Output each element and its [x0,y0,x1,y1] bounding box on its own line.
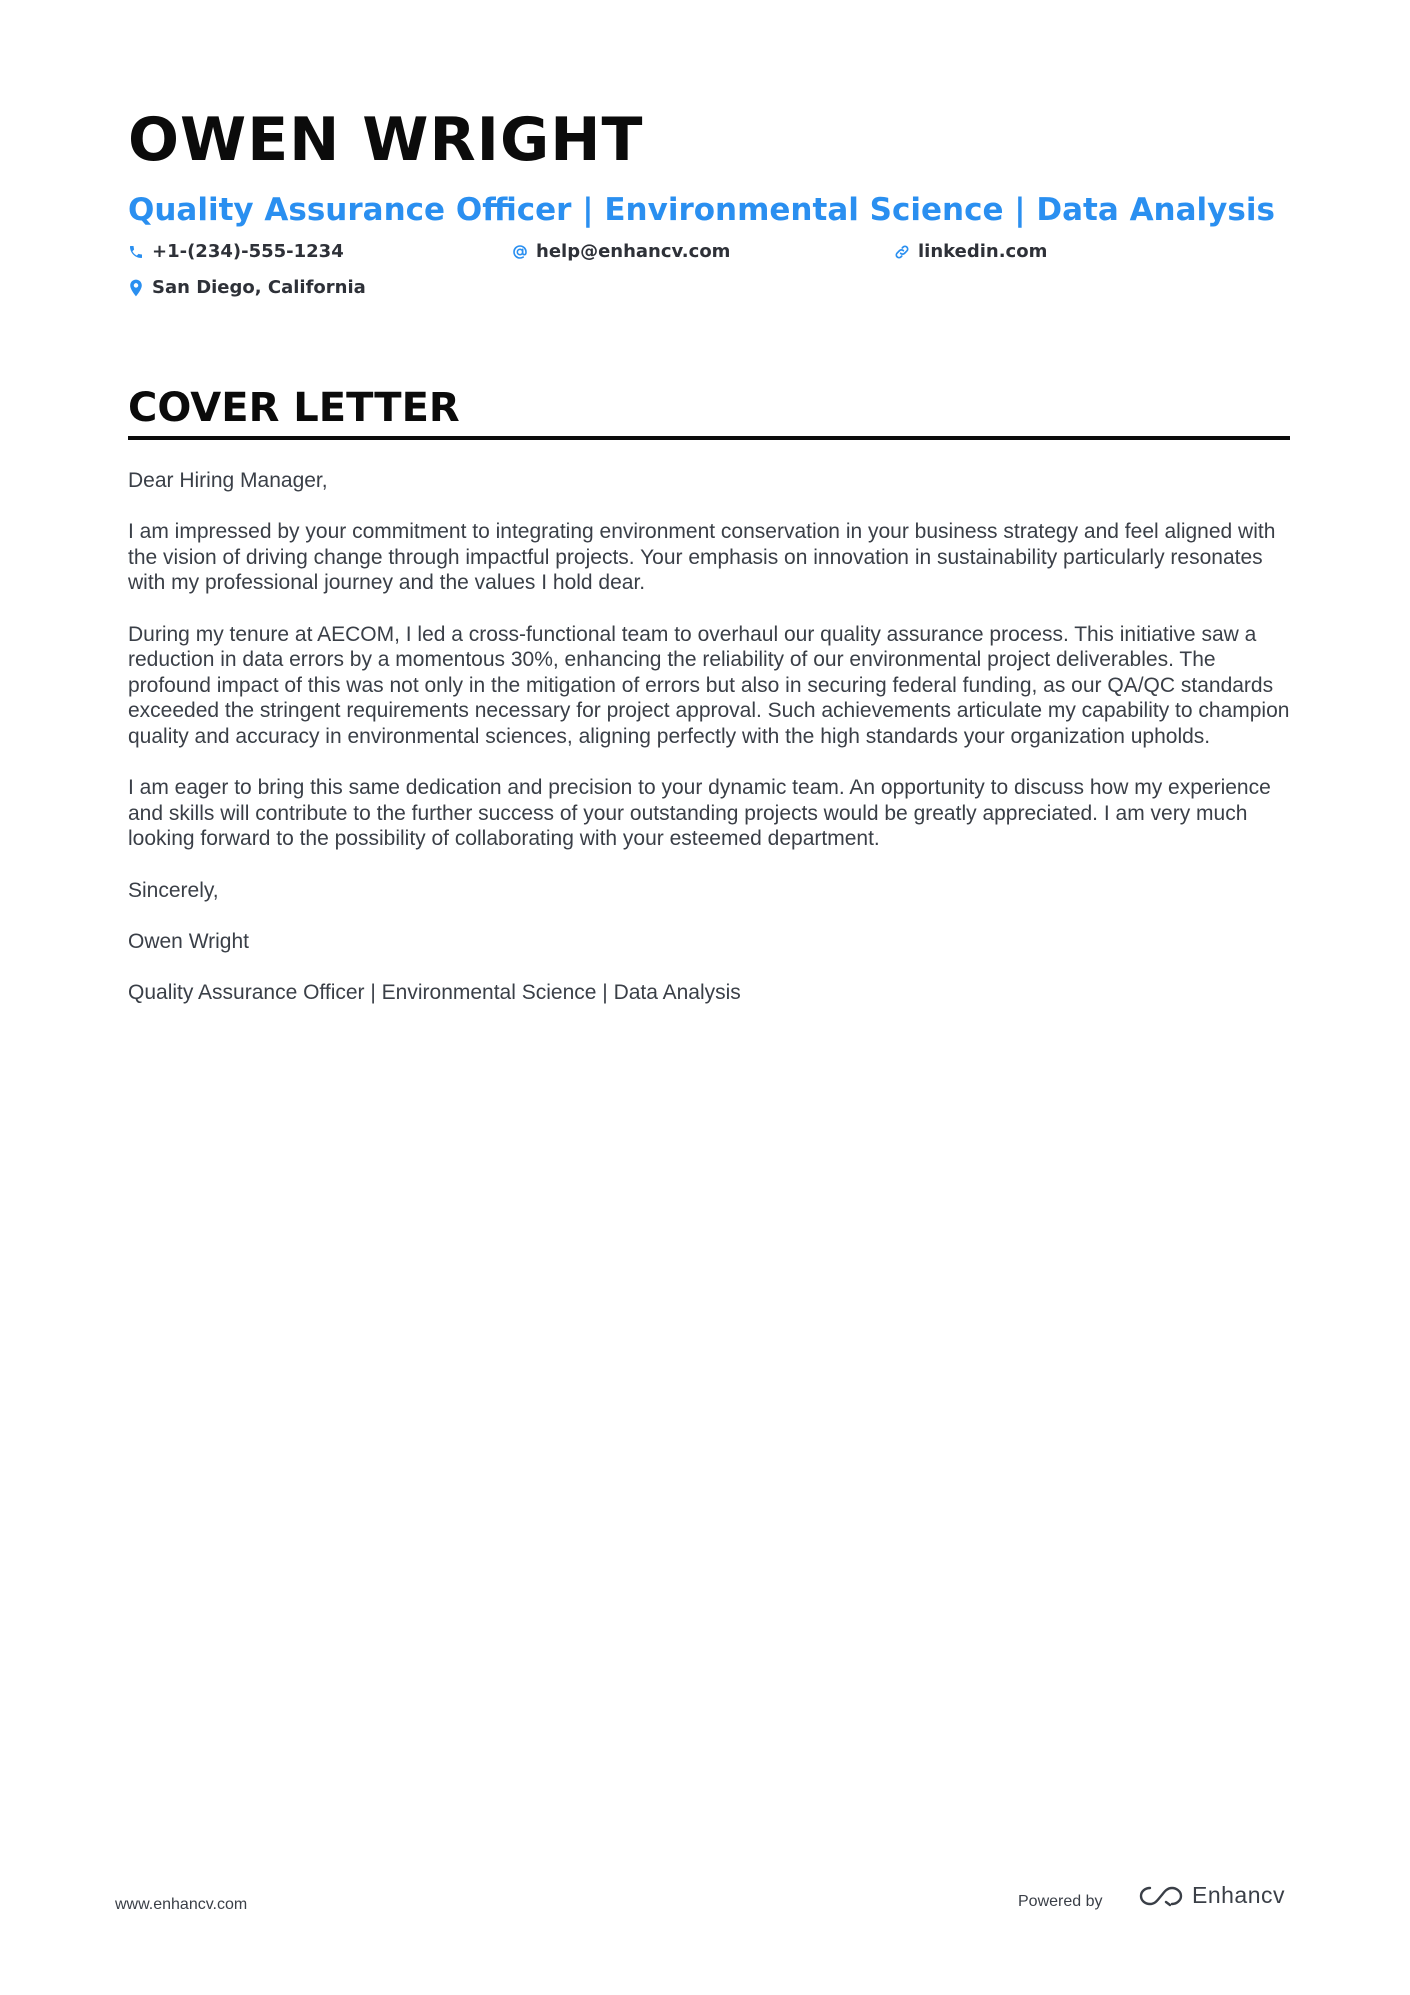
letter-body [128,468,1290,1031]
candidate-name: OWEN WRIGHT [128,105,644,175]
contact-link-text[interactable]: linkedin.com [918,241,1048,262]
letter-signature-name: Owen Wright [128,929,249,953]
contact-location-text: San Diego, California [152,277,366,298]
contact-location [128,279,366,297]
section-divider [128,436,1290,440]
contact-phone [128,243,344,261]
link-icon [894,244,910,260]
letter-salutation: Dear Hiring Manager, [128,469,328,492]
letter-paragraph: I am impressed by your commitment to integrating environment conservation in your business strategy and feel aligned with the vision of driving change through impactful projects. Your emphasis on innovation in sustainability particularly resonates with my professional journey and the values I hold dear. [128,520,1276,595]
contact-email-text[interactable]: help@enhancv.com [536,241,731,262]
at-icon [512,244,528,260]
letter-closing: Sincerely, [128,878,219,902]
contact-phone-text[interactable]: +1-(234)-555-1234 [152,241,344,262]
letter-paragraph: I am eager to bring this same dedication and precision to your dynamic team. An opportunity to discuss how my experience and skills will contribute to the further success of your outstanding projects would be greatly appreciated. I am very much looking forward to the possibility of collaborating with your esteemed department. [128,776,1271,851]
phone-icon [128,244,144,260]
section-title: COVER LETTER [128,385,460,431]
footer-website[interactable]: www.enhancv.com [115,1896,248,1913]
location-pin-icon [128,279,144,297]
footer-powered-by: Powered by [1018,1893,1103,1910]
contact-email [512,243,730,261]
footer-brand-logo[interactable] [1138,1882,1285,1909]
footer-brand-name: Enhancv [1192,1882,1286,1908]
candidate-headline: Quality Assurance Officer | Environmental Science | Data Analysis [128,192,1275,228]
letter-paragraph: During my tenure at AECOM, I led a cross-functional team to overhaul our quality assurance process. This initiative saw a reduction in data errors by a momentous 30%, enhancing the reliability of our environmental project deliverables. The profound impact of this was not only in the mitigation of errors but also in securing federal funding, as our QA/QC standards exceeded the stringent requirements necessary for project approval. Such achievements articulate my capability to champion quality and accuracy in environmental sciences, aligning perfectly with the high standards your organization upholds. [128,622,1290,748]
letter-signature-title: Quality Assurance Officer | Environmental Science | Data Analysis [128,980,741,1004]
contact-link [894,243,1047,261]
enhancv-logo-icon [1138,1884,1184,1908]
